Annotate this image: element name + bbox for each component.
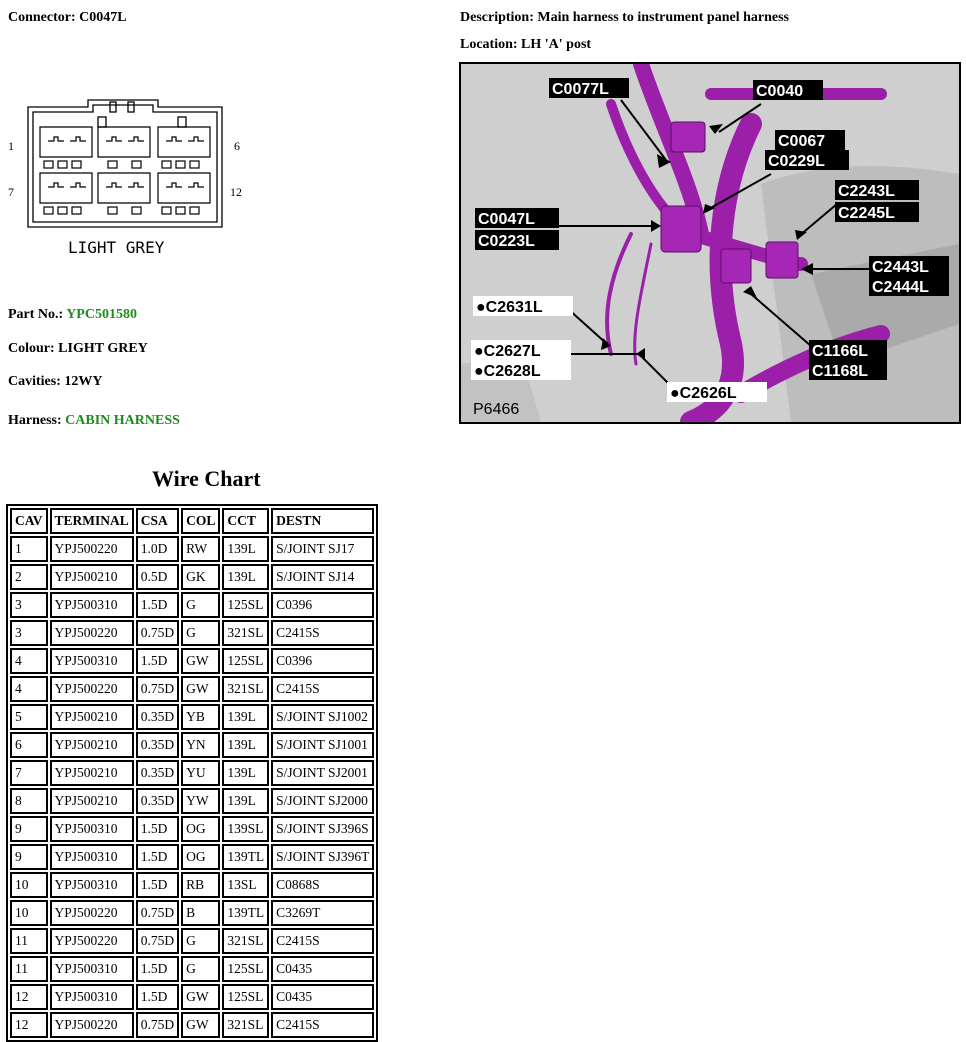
table-cell: GW [181,648,220,674]
table-cell: 9 [10,816,48,842]
table-cell: YPJ500310 [50,816,134,842]
table-cell: B [181,900,220,926]
table-cell: 0.75D [136,900,179,926]
table-cell: YPJ500220 [50,900,134,926]
table-cell: 1.5D [136,592,179,618]
table-cell: C0435 [271,956,374,982]
table-cell: 139L [222,564,269,590]
table-cell: 1.0D [136,536,179,562]
table-cell: 1.5D [136,956,179,982]
table-cell: YW [181,788,220,814]
table-row [10,676,374,702]
table-cell: C0435 [271,984,374,1010]
svg-text:C0047L: C0047L [478,211,535,228]
table-row [10,788,374,814]
table-cell: C0396 [271,592,374,618]
table-row [10,928,374,954]
table-cell: 12 [10,1012,48,1038]
table-cell: YPJ500210 [50,732,134,758]
table-cell: C2415S [271,928,374,954]
table-cell: 321SL [222,676,269,702]
table-cell: 125SL [222,648,269,674]
pin-label-12: 12 [230,185,242,199]
column-header: CCT [222,508,269,534]
connector-colour-caption: LIGHT GREY [68,238,165,257]
svg-text:C0229L: C0229L [768,153,825,170]
callout-label [809,340,887,360]
table-cell: S/JOINT SJ17 [271,536,374,562]
table-cell: 139L [222,704,269,730]
table-cell: 139TL [222,844,269,870]
table-cell: YPJ500220 [50,928,134,954]
svg-text:C0223L: C0223L [478,233,535,250]
table-cell: GK [181,564,220,590]
callout-label [667,382,767,402]
location-label: Location: LH 'A' post [460,37,592,52]
table-row [10,592,374,618]
table-cell: 0.75D [136,620,179,646]
table-cell: S/JOINT SJ2001 [271,760,374,786]
table-cell: 321SL [222,620,269,646]
table-row [10,564,374,590]
table-cell: RB [181,872,220,898]
connector-location-image [459,62,961,424]
table-cell: 2 [10,564,48,590]
table-cell: 0.75D [136,1012,179,1038]
svg-text:C0067: C0067 [778,133,826,150]
wire-chart-title: Wire Chart [152,466,261,491]
table-cell: YB [181,704,220,730]
table-row [10,900,374,926]
callout-label [869,276,949,296]
table-row [10,984,374,1010]
table-cell: S/JOINT SJ396S [271,816,374,842]
table-row [10,648,374,674]
table-cell: 125SL [222,592,269,618]
callout-label [471,340,571,360]
table-cell: 321SL [222,928,269,954]
table-cell: 5 [10,704,48,730]
svg-text:C0040: C0040 [756,83,804,100]
svg-text:●C2628L: ●C2628L [474,363,541,380]
table-cell: 1.5D [136,816,179,842]
table-row [10,844,374,870]
connector-id-label: Connector: C0047L [8,10,127,25]
table-cell: YU [181,760,220,786]
svg-text:C1168L: C1168L [812,363,869,380]
callout-label [765,150,849,170]
table-cell: YPJ500310 [50,844,134,870]
table-cell: 9 [10,844,48,870]
callout-label [473,296,573,316]
table-row [10,536,374,562]
table-cell: 1.5D [136,984,179,1010]
svg-text:C2443L: C2443L [872,259,929,276]
table-cell: 13SL [222,872,269,898]
table-cell: 1 [10,536,48,562]
table-cell: YPJ500210 [50,760,134,786]
table-cell: C2415S [271,620,374,646]
column-header: CAV [10,508,48,534]
table-cell: 0.75D [136,928,179,954]
table-cell: 0.35D [136,732,179,758]
table-cell: 321SL [222,1012,269,1038]
callout-label [471,360,571,380]
cavities-row: Cavities: 12WY [8,374,103,389]
column-header: CSA [136,508,179,534]
table-cell: YPJ500220 [50,620,134,646]
image-code: P6466 [473,401,520,418]
table-cell: OG [181,844,220,870]
table-cell: 0.35D [136,704,179,730]
table-cell: 6 [10,732,48,758]
table-cell: YPJ500210 [50,564,134,590]
table-row [10,872,374,898]
colour-row: Colour: LIGHT GREY [8,341,148,356]
table-cell: 0.35D [136,788,179,814]
callout-label [809,360,887,380]
connector-face-diagram [0,95,260,265]
table-cell: YPJ500210 [50,788,134,814]
table-cell: C2415S [271,676,374,702]
callout-label [869,256,949,276]
table-cell: 139TL [222,900,269,926]
table-cell: YPJ500310 [50,956,134,982]
table-cell: S/JOINT SJ2000 [271,788,374,814]
table-cell: 3 [10,620,48,646]
table-cell: YPJ500310 [50,872,134,898]
harness-row: Harness: CABIN HARNESS [8,413,180,428]
svg-text:●C2631L: ●C2631L [476,299,543,316]
table-row [10,760,374,786]
table-row [10,620,374,646]
column-header: COL [181,508,220,534]
table-cell: 8 [10,788,48,814]
table-cell: 11 [10,956,48,982]
table-cell: 10 [10,900,48,926]
table-cell: C3269T [271,900,374,926]
table-cell: 1.5D [136,648,179,674]
table-cell: S/JOINT SJ1002 [271,704,374,730]
table-cell: YPJ500210 [50,704,134,730]
table-cell: YPJ500310 [50,592,134,618]
table-cell: 7 [10,760,48,786]
callout-label [835,202,919,222]
table-row [10,704,374,730]
wire-chart-table [6,504,378,1042]
table-row [10,956,374,982]
table-cell: 125SL [222,984,269,1010]
table-cell: C0396 [271,648,374,674]
table-cell: S/JOINT SJ396T [271,844,374,870]
table-cell: G [181,956,220,982]
table-cell: YPJ500310 [50,648,134,674]
callout-label [775,130,845,150]
svg-text:C1166L: C1166L [812,343,869,360]
part-number-row: Part No.: YPC501580 [8,307,137,322]
table-cell: YPJ500220 [50,536,134,562]
table-cell: 0.35D [136,760,179,786]
pin-label-1: 1 [8,139,14,153]
table-cell: 10 [10,872,48,898]
table-cell: G [181,592,220,618]
table-cell: OG [181,816,220,842]
pin-label-6: 6 [234,139,240,153]
table-cell: 4 [10,648,48,674]
table-cell: 139L [222,732,269,758]
column-header: TERMINAL [50,508,134,534]
table-cell: YPJ500220 [50,1012,134,1038]
table-cell: 12 [10,984,48,1010]
table-cell: 139L [222,788,269,814]
table-cell: GW [181,984,220,1010]
svg-text:C0077L: C0077L [552,81,609,98]
table-cell: 139SL [222,816,269,842]
pin-label-7: 7 [8,185,14,199]
table-cell: YPJ500220 [50,676,134,702]
table-cell: G [181,620,220,646]
table-cell: 139L [222,536,269,562]
callout-label [549,78,629,98]
callout-label [475,208,559,228]
svg-text:C2245L: C2245L [838,205,895,222]
table-cell: 139L [222,760,269,786]
svg-text:C2444L: C2444L [872,279,929,296]
table-cell: C0868S [271,872,374,898]
table-cell: S/JOINT SJ14 [271,564,374,590]
table-cell: S/JOINT SJ1001 [271,732,374,758]
table-row [10,1012,374,1038]
table-cell: 1.5D [136,844,179,870]
table-cell: YN [181,732,220,758]
table-cell: GW [181,1012,220,1038]
table-cell: 0.75D [136,676,179,702]
table-cell: RW [181,536,220,562]
svg-text:●C2627L: ●C2627L [474,343,541,360]
harness-link[interactable]: CABIN HARNESS [65,413,180,428]
svg-text:●C2626L: ●C2626L [670,385,737,402]
description-label: Description: Main harness to instrument panel harness [460,10,790,25]
table-cell: 1.5D [136,872,179,898]
callout-label [475,230,559,250]
table-cell: GW [181,676,220,702]
table-cell: 3 [10,592,48,618]
table-cell: 4 [10,676,48,702]
table-cell: 11 [10,928,48,954]
svg-text:C2243L: C2243L [838,183,895,200]
table-cell: 125SL [222,956,269,982]
callout-label [835,180,919,200]
callout-label [753,80,823,100]
table-cell: C2415S [271,1012,374,1038]
part-number-link[interactable]: YPC501580 [66,307,137,322]
table-cell: 0.5D [136,564,179,590]
table-cell: G [181,928,220,954]
column-header: DESTN [271,508,374,534]
wire-chart-header-row [10,508,374,534]
table-row [10,732,374,758]
table-cell: YPJ500310 [50,984,134,1010]
table-row [10,816,374,842]
